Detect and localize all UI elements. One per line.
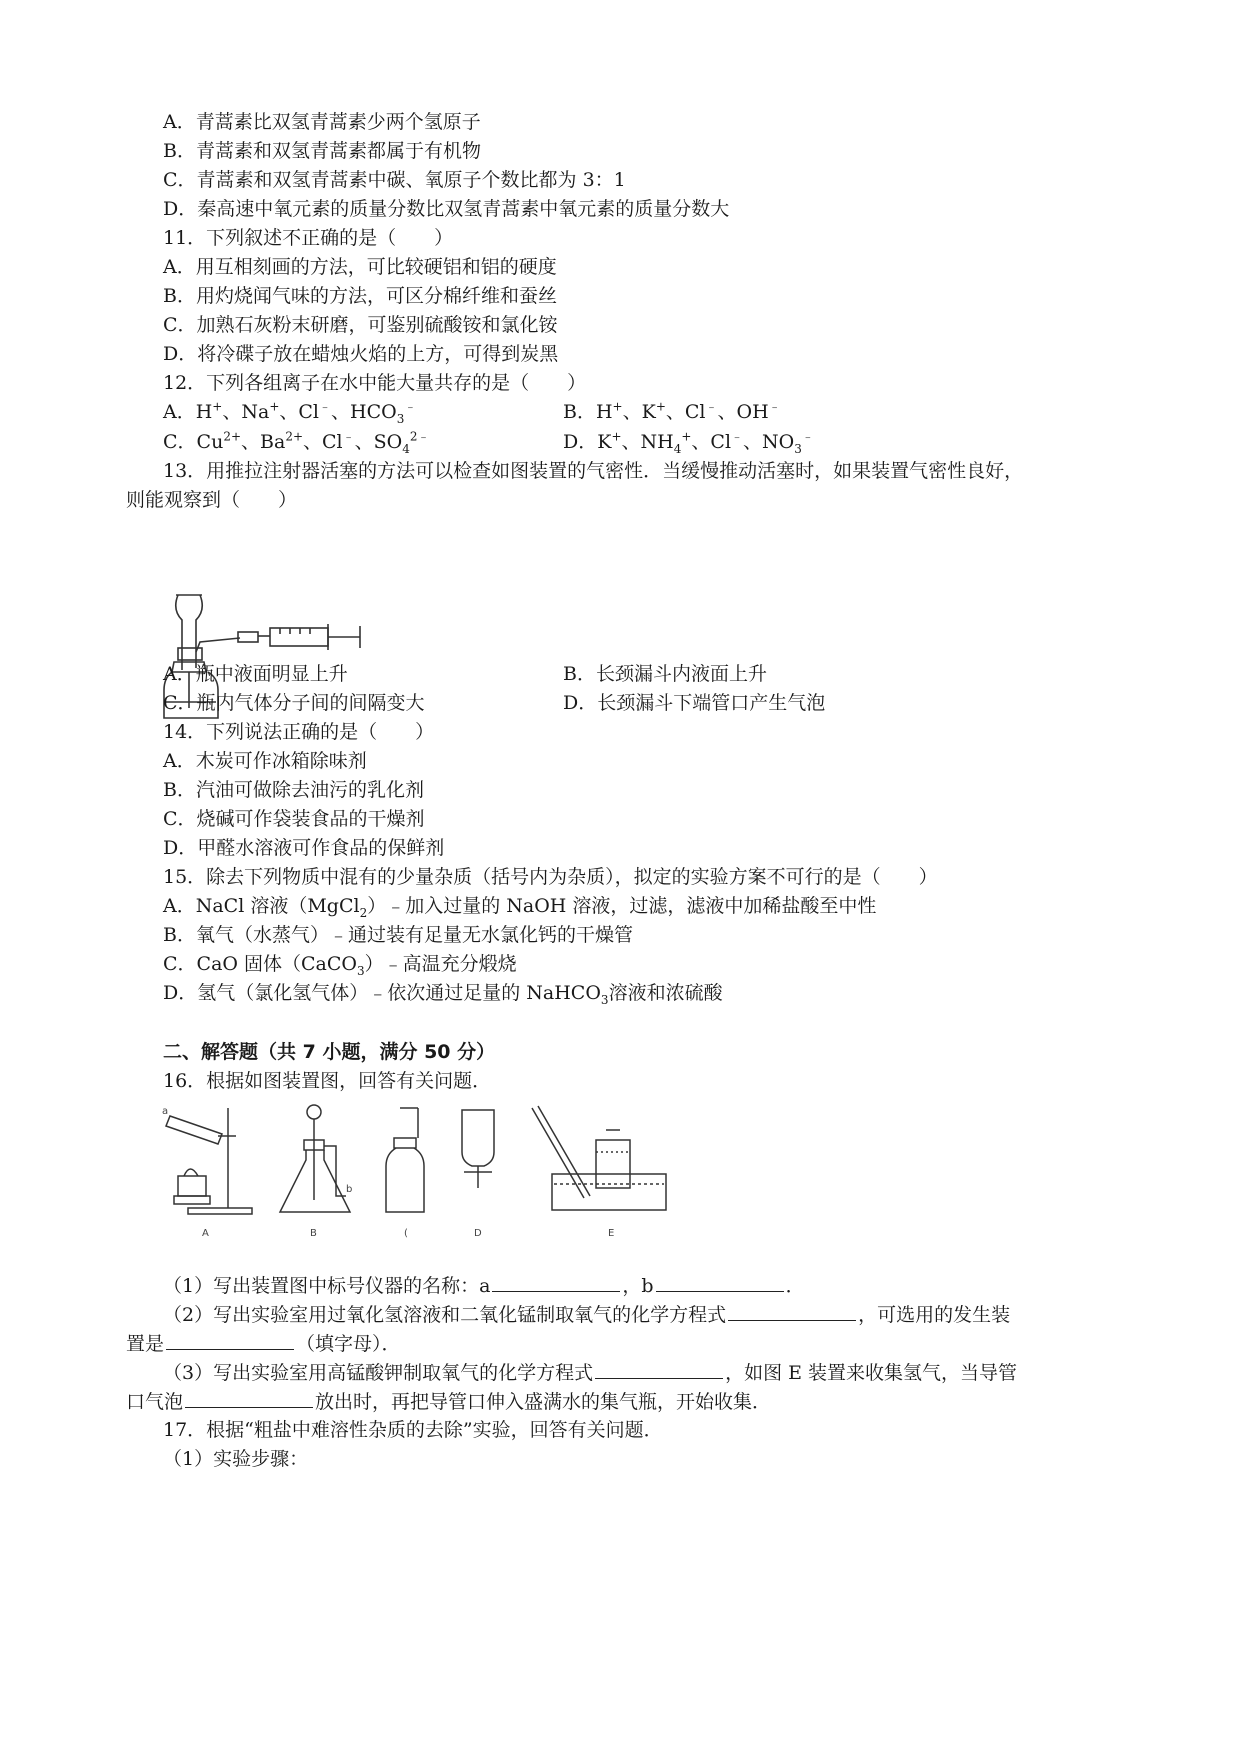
answer-blank[interactable] <box>492 1273 620 1292</box>
q16-part2-line2: 置是 （填字母）． <box>126 1333 401 1355</box>
q16-part3-line2: 口气泡 放出时，再把导管口伸入盛满水的集气瓶，开始收集． <box>126 1391 772 1413</box>
q15-option-c: C．CaO 固体（CaCO$_3$）﹣高温充分煅烧 <box>163 953 517 978</box>
q11-option-b: B．用灼烧闻气味的方法，可区分棉纤维和蚕丝 <box>163 285 557 307</box>
q14-stem: 14．下列说法正确的是（ ） <box>163 721 435 743</box>
q11-option-d: D．将冷碟子放在蜡烛火焰的上方，可得到炭黑 <box>163 343 559 365</box>
q16-fig-label-d: D <box>474 1228 482 1239</box>
q14-option-b: B．汽油可做除去油污的乳化剂 <box>163 779 424 801</box>
q15-stem: 15．除去下列物质中混有的少量杂质（括号内为杂质），拟定的实验方案不可行的是（ ） <box>163 866 938 888</box>
q14-option-a: A．木炭可作冰箱除味剂 <box>163 750 367 772</box>
q13-option-c: C．瓶内气体分子间的间隔变大 <box>163 692 425 714</box>
q12-option-b: B．H+、K+、Cl﹣、OH﹣ <box>563 399 781 423</box>
q13-stem-line2: 则能观察到（ ） <box>126 489 298 511</box>
q15-option-d: D．氢气（氯化氢气体）﹣依次通过足量的 NaHCO$_3$溶液和浓硫酸 <box>163 982 723 1007</box>
q13-stem-line1: 13．用推拉注射器活塞的方法可以检查如图装置的气密性．当缓慢推动活塞时，如果装置气密性良好， <box>163 460 1024 482</box>
section-2-heading: 二、解答题（共 7 小题，满分 50 分） <box>163 1041 496 1063</box>
q15-option-a: A．NaCl 溶液（MgCl$_2$）﹣加入过量的 NaOH 溶液，过滤，滤液中加稀盐酸至中性 <box>163 895 877 920</box>
q16-fig-label-b: B <box>310 1228 317 1239</box>
q10-option-a: A．青蒿素比双氢青蒿素少两个氢原子 <box>163 111 481 133</box>
q14-option-d: D．甲醛水溶液可作食品的保鲜剂 <box>163 837 445 859</box>
q11-option-c: C．加熟石灰粉末研磨，可鉴别硫酸铵和氯化铵 <box>163 314 558 336</box>
q16-stem: 16．根据如图装置图，回答有关问题． <box>163 1070 492 1092</box>
q16-part1: （1）写出装置图中标号仪器的名称：a ，b ． <box>163 1275 805 1297</box>
answer-blank[interactable] <box>656 1273 784 1292</box>
q12-stem: 12．下列各组离子在水中能大量共存的是（ ） <box>163 372 587 394</box>
q17-stem: 17．根据“粗盐中难溶性杂质的去除”实验，回答有关问题． <box>163 1419 663 1441</box>
q16-apparatus-figure <box>160 1100 720 1245</box>
q13-option-a: A．瓶中液面明显上升 <box>163 663 348 685</box>
q11-option-a: A．用互相刻画的方法，可比较硬铝和铝的硬度 <box>163 256 557 278</box>
q16-fig-label-c: ( <box>404 1228 408 1239</box>
q13-option-b: B．长颈漏斗内液面上升 <box>563 663 767 685</box>
q16-fig-label-e: E <box>608 1228 615 1239</box>
q14-option-c: C．烧碱可作袋装食品的干燥剂 <box>163 808 425 830</box>
answer-blank[interactable] <box>595 1360 723 1379</box>
q11-stem: 11．下列叙述不正确的是（ ） <box>163 227 454 249</box>
q16-fig-label-a: A <box>202 1228 209 1239</box>
q12-option-a: A．H+、Na+、Cl﹣、$HCO_3^﹣$ <box>163 399 417 426</box>
q10-option-c: C．青蒿素和双氢青蒿素中碳、氧原子个数比都为 3：1 <box>163 169 626 191</box>
q10-option-d: D．秦高速中氧元素的质量分数比双氢青蒿素中氧元素的质量分数大 <box>163 198 730 220</box>
q17-part1: （1）实验步骤： <box>163 1448 309 1470</box>
answer-blank[interactable] <box>185 1389 313 1408</box>
q16-part2-line1: （2）写出实验室用过氧化氢溶液和二氧化锰制取氧气的化学方程式 ，可选用的发生装 <box>163 1304 1011 1326</box>
q15-option-b: B．氧气（水蒸气）﹣通过装有足量无水氯化钙的干燥管 <box>163 924 633 946</box>
q16-fig-mark-a: a <box>162 1106 169 1117</box>
q10-option-b: B．青蒿素和双氢青蒿素都属于有机物 <box>163 140 481 162</box>
q16-part3-line1: （3）写出实验室用高锰酸钾制取氧气的化学方程式 ，如图 E 装置来收集氢气，当导管 <box>163 1362 1018 1384</box>
q13-option-d: D．长颈漏斗下端管口产生气泡 <box>563 692 826 714</box>
q16-fig-mark-b: b <box>346 1184 353 1195</box>
q12-option-d: D．K+、$NH_4^+$、Cl﹣、$NO_3^﹣$ <box>563 429 814 456</box>
q12-option-c: C．$Cu^{2+}$、$Ba^{2+}$、Cl﹣、$SO_4^{2﹣}$ <box>163 429 430 456</box>
answer-blank[interactable] <box>166 1331 294 1350</box>
answer-blank[interactable] <box>728 1302 856 1321</box>
